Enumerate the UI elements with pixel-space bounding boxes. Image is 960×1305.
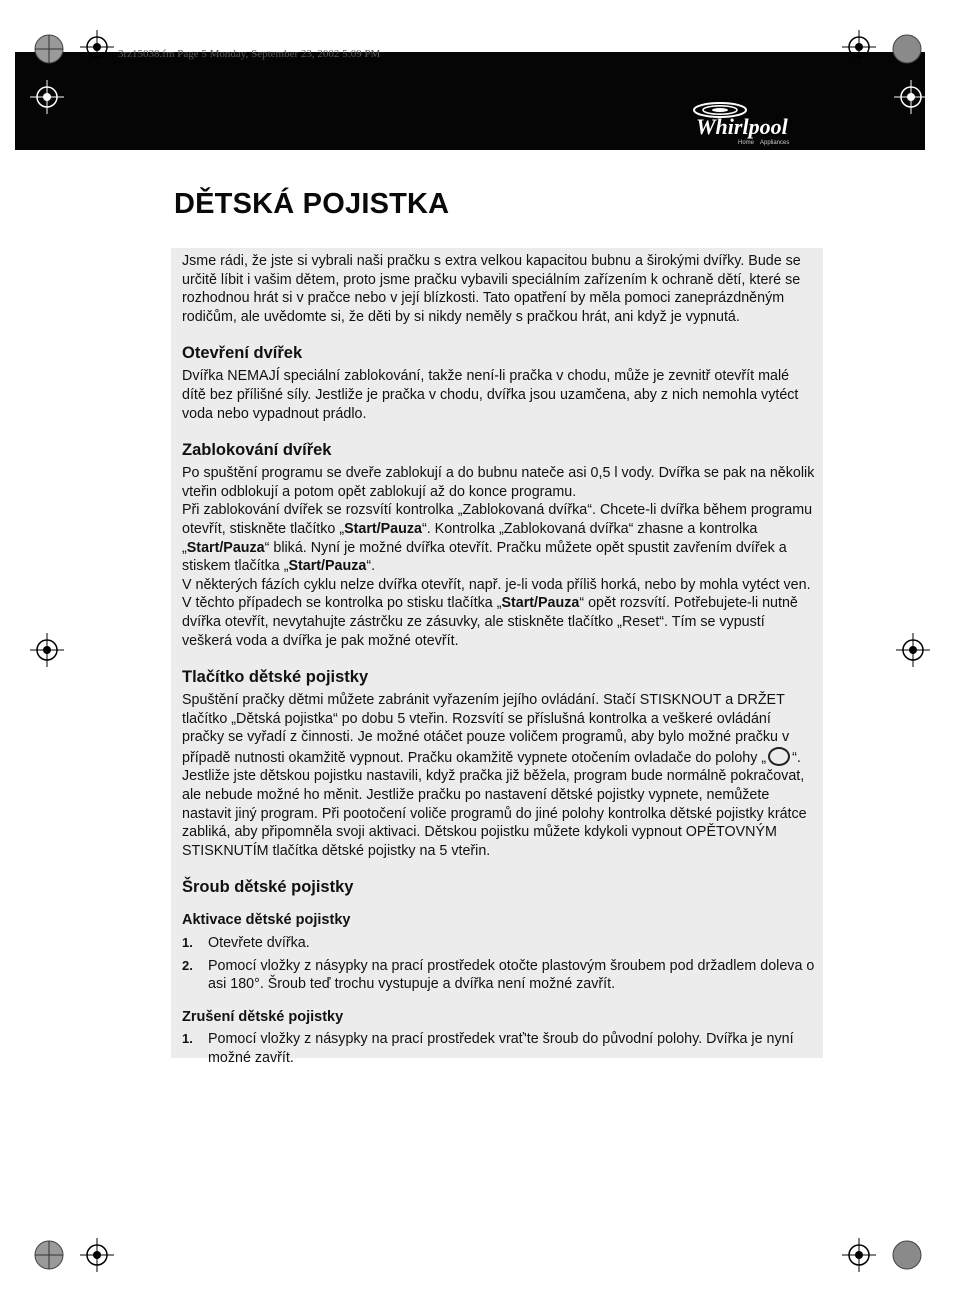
svg-text:Appliances: Appliances [760,140,790,146]
section-heading-child-lock-screw: Šroub dětské pojistky [182,878,354,897]
list-item: 2. Pomocí vložky z násypky na prací prostředek otočte plastovým šroubem pod držadlem doleva o asi 180°. Šroub teď trochu vystupuje a dvířka není možné zavřít. [182,957,815,993]
list-item: 1. Otevřete dvířka. [182,935,310,952]
child-lock-button-text: Spuštění pračky dětmi můžete zabránit vyřazením jejího ovládání. Stačí STISKNOUT a DRŽET tlačítko „Dětská pojistka“ po dobu 5 vteřin. Rozsvítí se příslušná kontrolka a veškeré ovládání pračky se vyřadí z činnosti. Je možné otáčet pouze voličem programů, aby bylo možné pračku v případě nutnosti okamžitě vypnout. Pračku okamžitě vypnete otočením ovladače do polohy „ “. Jestliže jste dětskou pojistku nastavili, když pračka již běžela, program bude normálně pokračovat, ale nebude možné ho měnit. Jestliže pračku po nastavení dětské pojistky vypnete, nemůžete nastavit jiný program. Při pootočení voliče programů do jiné polohy kontrolka dětské pojistky krátce zabliká, aby připomněla svoji aktivaci. Dětskou pojistku můžete kdykoli vypnout OPĚTOVNÝM STISKNUTÍM tlačítka dětské pojistky na 5 vteřin. [182,692,807,859]
door-lock-p1: Po spuštění programu se dveře zablokují a do bubnu nateče asi 0,5 l vody. Dvířka se pak na několik vteřin odblokují a potom opět zablokují až do konce programu. [182,465,815,500]
subheading-activation: Aktivace dětské pojistky [182,912,351,929]
calibration-circle-icon [34,34,64,64]
page-title: DĚTSKÁ POJISTKA [174,188,450,220]
section-heading-door-opening: Otevření dvířek [182,344,303,363]
door-lock-p3: V některých fázích cyklu nelze dvířka otevřít, např. je-li voda příliš horká, nebo by mohla vytéct ven. V těchto případech se kontrolka po stisku tlačítka „Start/Pauza“ opět rozsvítí. Potřebujete-li nutně dvířka otevřít, nevytahujte zástrčku ze zásuvky, ale stiskněte tlačítko „Reset“. Tím se vypustí veškerá voda a dvířka je pak možné otevřít. [182,576,811,649]
registration-mark-icon [30,80,64,114]
registration-mark-icon [30,633,64,667]
section-heading-door-lock: Zablokování dvířek [182,441,332,460]
off-position-knob-icon [768,747,790,766]
subheading-deactivation: Zrušení dětské pojistky [182,1008,344,1025]
door-opening-text: Dvířka NEMAJÍ speciální zablokování, takže není-li pračka v chodu, může je zevnitř otevřít malé dítě bez přílišné síly. Jestliže je pračka v chodu, dvířka jsou uzamčena, aby z nich nemohla vytéct voda nebo vypadnout prádlo. [182,368,799,422]
section-heading-child-lock-button: Tlačítko dětské pojistky [182,668,369,687]
intro-paragraph: Jsme rádi, že jste si vybrali naši pračku s extra velkou kapacitou bubnu a širokými dvířky. Bude se určitě líbit i vašim dětem, proto jsme pračku vybavili speciálním zařízením k ochraně dětí, které se rozhodnou hrát si v pračce nebo v její blízkosti. Tato opatření by měla pomoci zaneprázdněným rodičům, ale uvědomte si, že děti by si nikdy neměly s pračkou hrát, ani když je vypnutá. [182,253,801,325]
brand-name: Whirlpool [696,114,788,139]
calibration-circle-icon [892,1240,922,1270]
registration-mark-icon [894,80,928,114]
registration-mark-icon [842,30,876,64]
svg-text:Home: Home [738,140,755,146]
whirlpool-logo [684,98,802,154]
registration-mark-icon [896,633,930,667]
registration-mark-icon [80,1238,114,1272]
door-lock-p2: Při zablokování dvířek se rozsvítí kontrolka „Zablokovaná dvířka“. Chcete-li dvířka během programu otevřít, stiskněte tlačítko „Start/Pauza“. Kontrolka „Zablokovaná dvířka“ zhasne a kontrolka „Start/Pauza“ bliká. Nyní je možné dvířka otevřít. Pračku můžete opět spustit zavřením dvířek a stiskem tlačítka „Start/Pauza“. [182,502,813,575]
deactivation-steps [182,1030,816,1067]
calibration-circle-icon [892,34,922,64]
content-body [182,252,816,1072]
list-item: 1. Pomocí vložky z násypky na prací prostředek vrať'te šroub do původní polohy. Dvířka je nyní možné zavřít. [182,1031,794,1066]
file-info-text: 3rz15038.fm Page 5 Monday, September 23, 2002 5:09 PM [118,48,381,60]
registration-mark-icon [842,1238,876,1272]
registration-mark-icon [80,30,114,64]
calibration-circle-icon [34,1240,64,1270]
activation-steps [182,934,816,994]
